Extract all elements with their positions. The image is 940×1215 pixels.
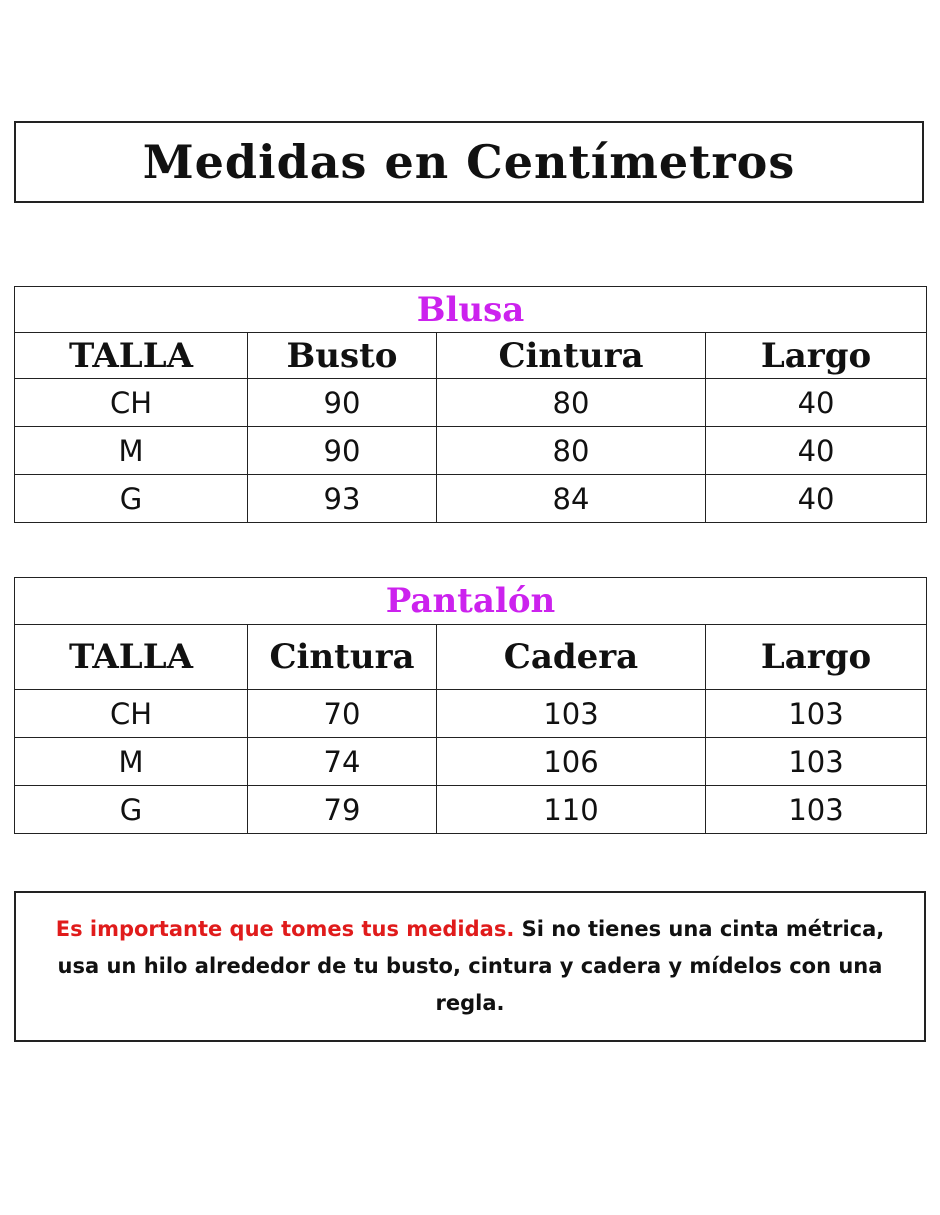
pantalon-size-table bbox=[14, 577, 927, 834]
table-cell: G bbox=[15, 786, 248, 834]
measurement-note-box bbox=[14, 891, 926, 1042]
page-title: Medidas en Centímetros bbox=[142, 135, 796, 189]
table-row bbox=[15, 738, 927, 786]
column-header: Largo bbox=[706, 625, 927, 690]
table-cell: CH bbox=[15, 379, 248, 427]
table-cell: 84 bbox=[437, 475, 706, 523]
measurement-note bbox=[36, 911, 904, 1022]
column-header: TALLA bbox=[15, 625, 248, 690]
column-header: Cintura bbox=[248, 625, 437, 690]
table-cell: 80 bbox=[437, 427, 706, 475]
table-row bbox=[15, 475, 927, 523]
column-header: Cadera bbox=[437, 625, 706, 690]
table-cell: M bbox=[15, 427, 248, 475]
note-body: Si no tienes una cinta métrica, usa un hilo alrededor de tu busto, cintura y cadera y mídelos con una regla. bbox=[57, 917, 885, 1015]
table-cell: 70 bbox=[248, 690, 437, 738]
column-header: TALLA bbox=[15, 333, 248, 379]
table-cell: 106 bbox=[437, 738, 706, 786]
table-header-row bbox=[15, 333, 927, 379]
table-cell: 110 bbox=[437, 786, 706, 834]
table-cell: CH bbox=[15, 690, 248, 738]
table-cell: M bbox=[15, 738, 248, 786]
table-cell: 93 bbox=[248, 475, 437, 523]
table-cell: G bbox=[15, 475, 248, 523]
table-cell: 40 bbox=[706, 475, 927, 523]
table-row bbox=[15, 379, 927, 427]
table-cell: 103 bbox=[437, 690, 706, 738]
title-box bbox=[14, 121, 924, 203]
table-caption-row bbox=[15, 287, 927, 333]
blusa-size-table bbox=[14, 286, 927, 523]
table-caption-row bbox=[15, 578, 927, 625]
table-cell: 74 bbox=[248, 738, 437, 786]
table-cell: 40 bbox=[706, 427, 927, 475]
table-caption: Blusa bbox=[15, 287, 927, 333]
table-caption: Pantalón bbox=[15, 578, 927, 625]
column-header: Busto bbox=[248, 333, 437, 379]
table-cell: 103 bbox=[706, 690, 927, 738]
column-header: Largo bbox=[706, 333, 927, 379]
table-cell: 103 bbox=[706, 786, 927, 834]
column-header: Cintura bbox=[437, 333, 706, 379]
table-row bbox=[15, 427, 927, 475]
table-cell: 80 bbox=[437, 379, 706, 427]
table-cell: 79 bbox=[248, 786, 437, 834]
table-row bbox=[15, 786, 927, 834]
table-cell: 90 bbox=[248, 427, 437, 475]
table-cell: 90 bbox=[248, 379, 437, 427]
table-header-row bbox=[15, 625, 927, 690]
table-cell: 103 bbox=[706, 738, 927, 786]
note-highlight: Es importante que tomes tus medidas. bbox=[55, 917, 515, 941]
table-row bbox=[15, 690, 927, 738]
table-cell: 40 bbox=[706, 379, 927, 427]
